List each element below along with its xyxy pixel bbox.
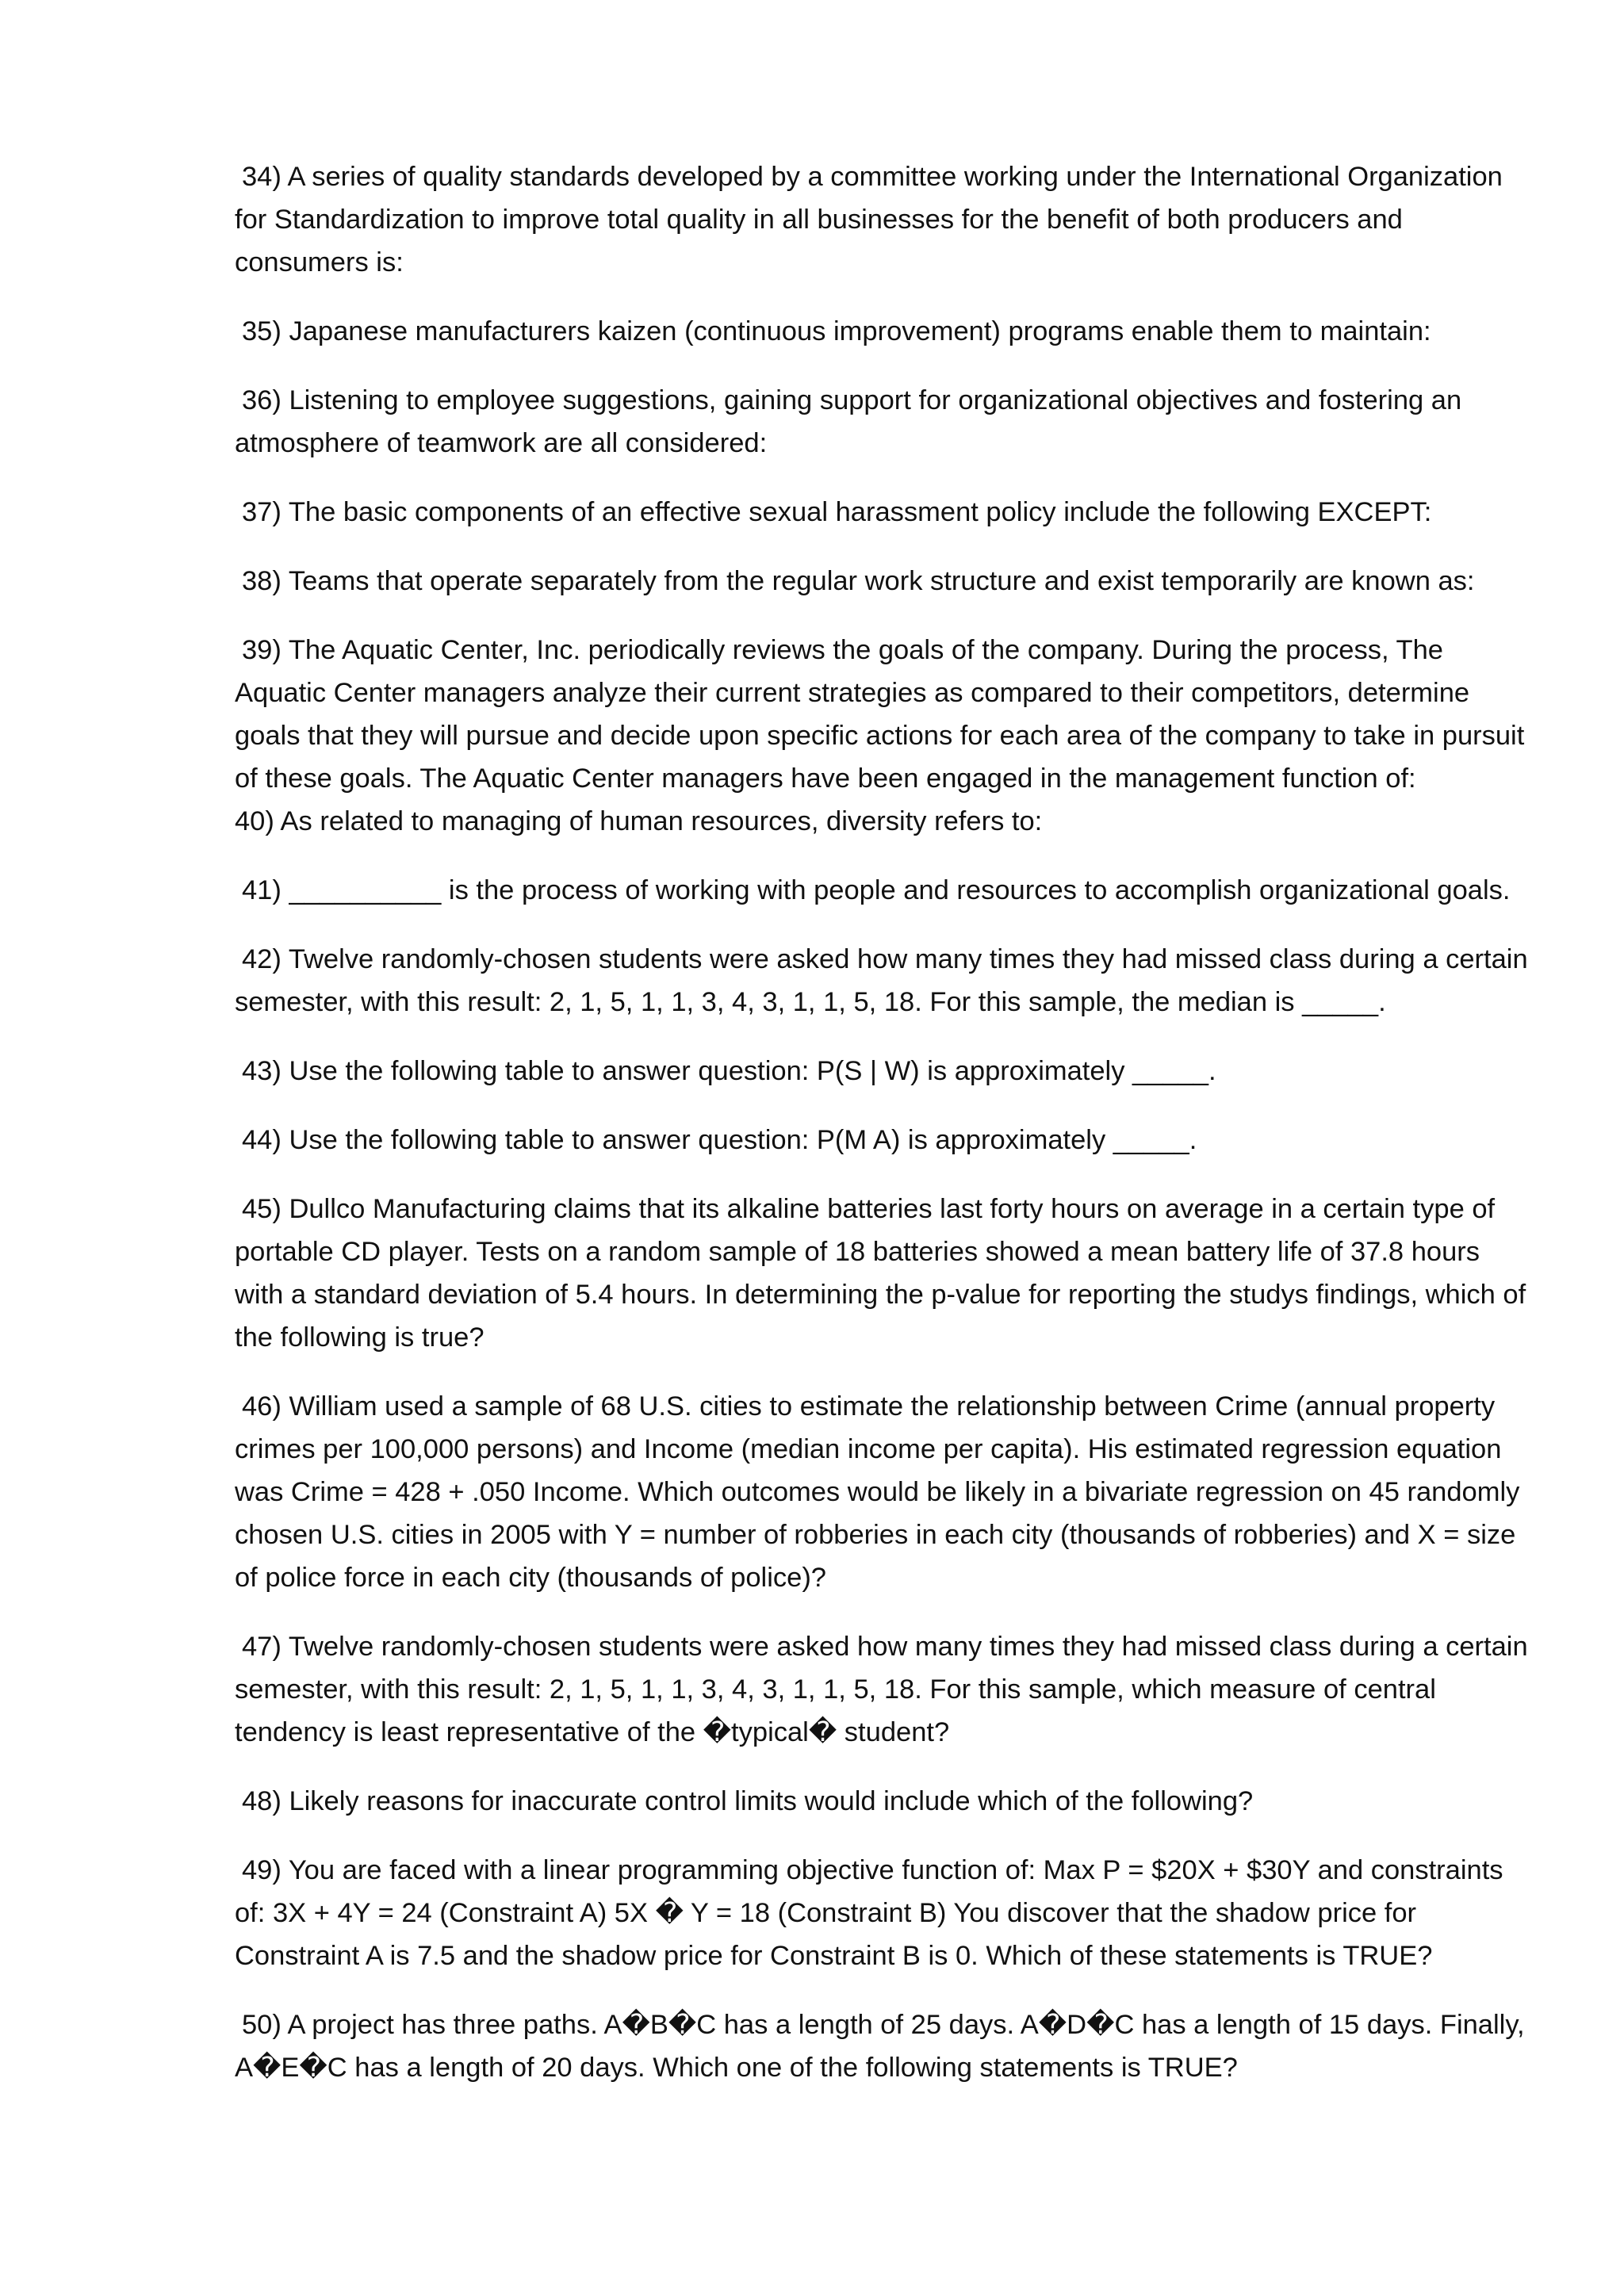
question-34: 34) A series of quality standards developed by a committee working under the International Organization for Standardization to improve total quality in all businesses for the benefit of both producers and consumers is: [235, 162, 1511, 277]
question-42: 42) Twelve randomly-chosen students were asked how many times they had missed class during a certain semester, with this result: 2, 1, 5, 1, 1, 3, 4, 3, 1, 1, 5, 18. For this sample, the median is _____. [235, 944, 1536, 1017]
question-38: 38) Teams that operate separately from the regular work structure and exist temporarily are known as: [242, 566, 1475, 596]
question-48: 48) Likely reasons for inaccurate control limits would include which of the following? [242, 1786, 1254, 1816]
question-50: 50) A project has three paths. A�B�C has a length of 25 days. A�D�C has a length of 15 days. Finally, A�E�C has a length of 20 days. Which one of the following statements is TRUE? [235, 2010, 1531, 2083]
question-36: 36) Listening to employee suggestions, gaining support for organizational objectives and fostering an atmosphere of teamwork are all considered: [235, 385, 1469, 458]
question-35: 35) Japanese manufacturers kaizen (continuous improvement) programs enable them to maintain: [242, 316, 1431, 346]
question-49: 49) You are faced with a linear programming objective function of: Max P = $20X + $30Y and constraints of: 3X + 4Y = 24 (Constraint A) 5X � Y = 18 (Constraint B) You discover that the shadow price for Constraint A is 7.5 and the shadow price for Constraint B is 0. Which of these statements is TRUE? [235, 1855, 1511, 1971]
question-41: 41) __________ is the process of working with people and resources to accomplish organizational goals. [242, 875, 1511, 905]
question-39: 39) The Aquatic Center, Inc. periodically reviews the goals of the company. During the process, The Aquatic Center managers analyze their current strategies as compared to their competitors, determine goals that they will pursue and decide upon specific actions for each area of the company to take in pursuit of these goals. The Aquatic Center managers have been engaged in the management function of: [235, 635, 1532, 794]
question-37: 37) The basic components of an effective sexual harassment policy include the following EXCEPT: [242, 497, 1432, 527]
question-47: 47) Twelve randomly-chosen students were asked how many times they had missed class during a certain semester, with this result: 2, 1, 5, 1, 1, 3, 4, 3, 1, 1, 5, 18. For this sample, which measure of central tendency is least representative of the �typical� student? [235, 1632, 1536, 1747]
question-40: 40) As related to managing of human resources, diversity refers to: [235, 806, 1043, 836]
question-44: 44) Use the following table to answer question: P(M A) is approximately _____. [242, 1125, 1197, 1155]
question-list [235, 155, 1535, 2115]
question-43: 43) Use the following table to answer question: P(S | W) is approximately _____. [242, 1056, 1216, 1086]
question-46: 46) William used a sample of 68 U.S. cities to estimate the relationship between Crime (annual property crimes per 100,000 persons) and Income (median income per capita). His estimated regression equation was Crime = 428 + .050 Income. Which outcomes would be likely in a bivariate regression on 45 randomly chosen U.S. cities in 2005 with Y = number of robberies in each city (thousands of robberies) and X = size of police force in each city (thousands of police)? [235, 1391, 1527, 1593]
question-45: 45) Dullco Manufacturing claims that its alkaline batteries last forty hours on average in a certain type of portable CD player. Tests on a random sample of 18 batteries showed a mean battery life of 37.8 hours with a standard deviation of 5.4 hours. In determining the p-value for reporting the studys findings, which of the following is true? [235, 1194, 1534, 1353]
